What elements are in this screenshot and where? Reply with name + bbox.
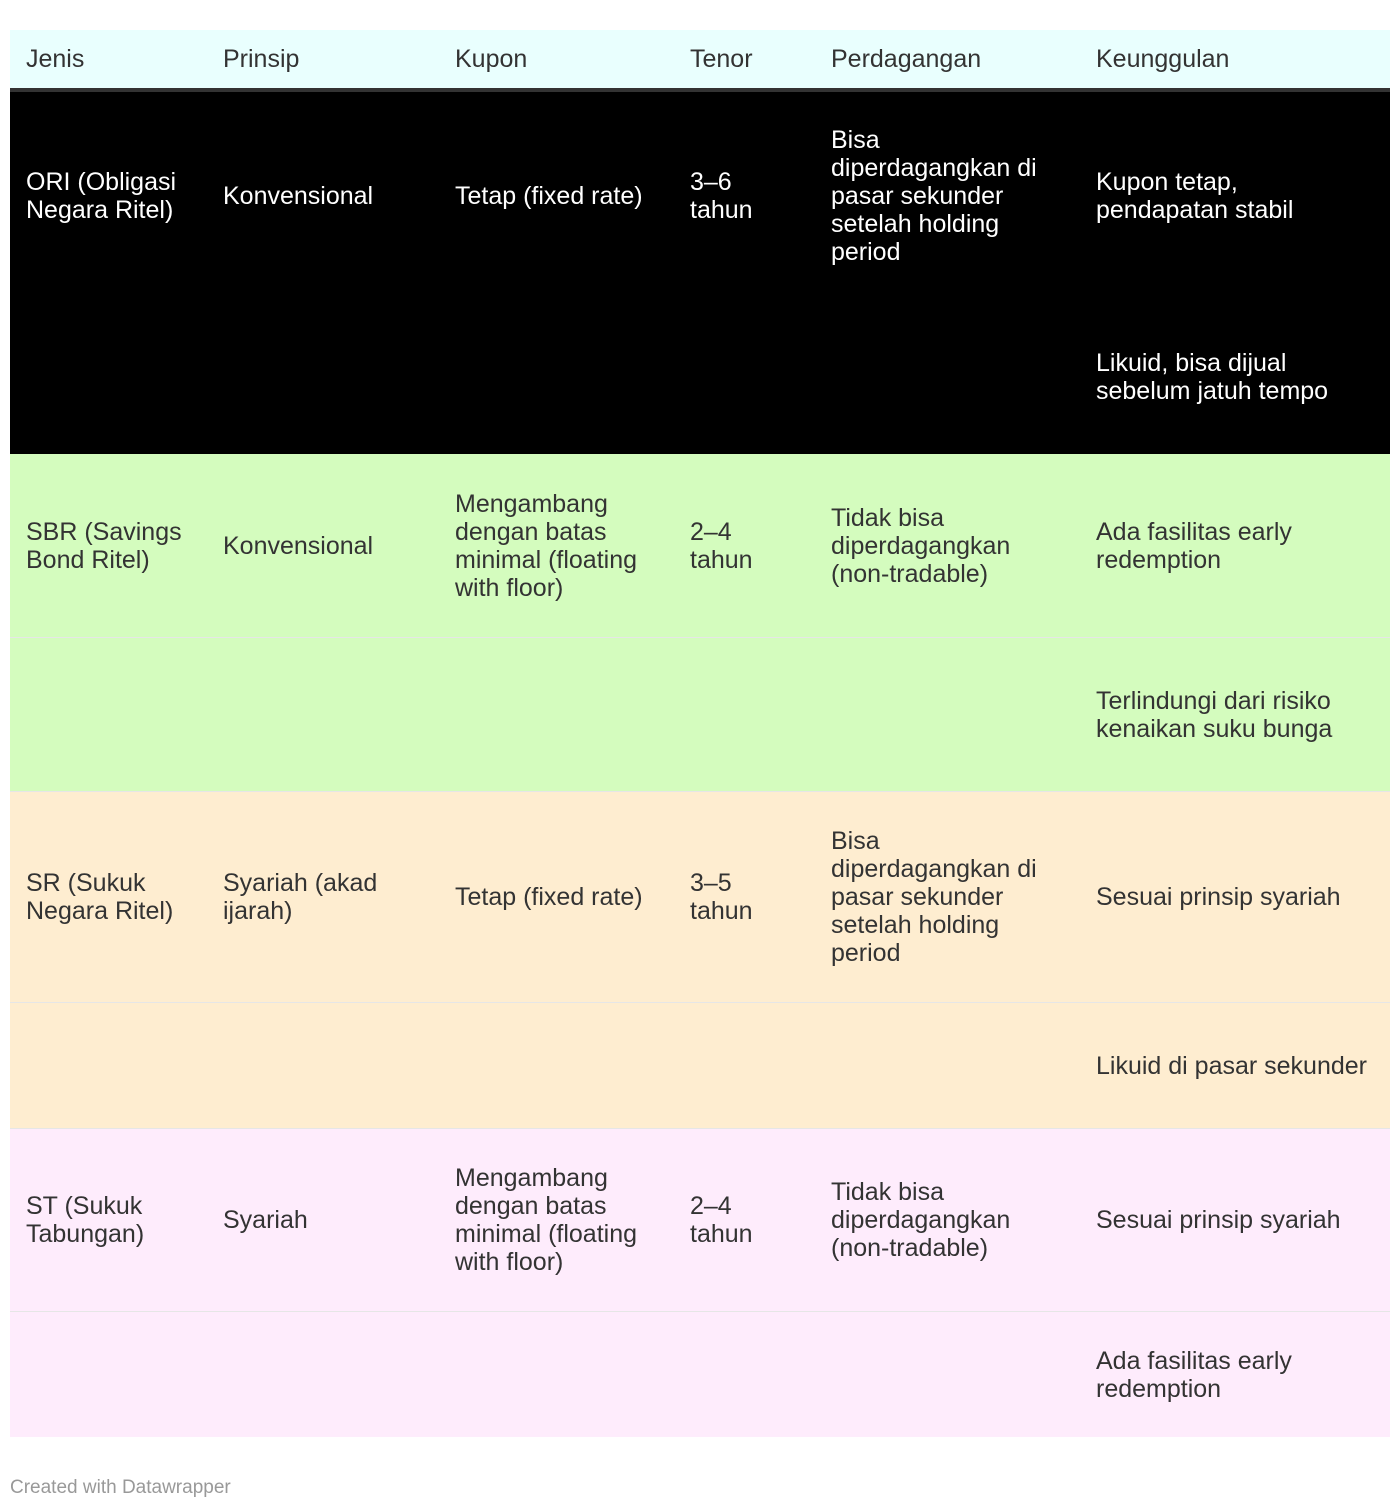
table-row bbox=[10, 90, 1390, 300]
table-row bbox=[10, 792, 1390, 1003]
table-cell-jenis bbox=[10, 1003, 207, 1129]
column-header-tenor: Tenor bbox=[674, 30, 815, 90]
table-cell-kupon: Mengambang dengan batas minimal (floating with floor) bbox=[439, 1129, 674, 1312]
table-cell-kupon bbox=[439, 638, 674, 792]
column-header-prinsip: Prinsip bbox=[207, 30, 439, 90]
table-cell-perdagangan bbox=[815, 638, 1080, 792]
table-cell-perdagangan bbox=[815, 300, 1080, 454]
table-cell-jenis: SR (Sukuk Negara Ritel) bbox=[10, 792, 207, 1003]
table-cell-perdagangan: Tidak bisa diperdagangkan (non-tradable) bbox=[815, 454, 1080, 638]
table-cell-jenis bbox=[10, 300, 207, 454]
table-cell-kupon: Tetap (fixed rate) bbox=[455, 182, 643, 210]
table-cell-jenis bbox=[10, 638, 207, 792]
table-cell-prinsip: Konvensional bbox=[207, 454, 439, 638]
table-cell-jenis: ORI (Obligasi Negara Ritel) bbox=[26, 168, 177, 224]
table-row bbox=[10, 454, 1390, 638]
table-cell-keunggulan: Likuid, bisa dijual sebelum jatuh tempo bbox=[1096, 349, 1329, 405]
table-cell-perdagangan: Bisa diperdagangkan di pasar sekunder setelah holding period bbox=[831, 126, 1037, 266]
table-row bbox=[10, 638, 1390, 792]
table-container bbox=[10, 30, 1367, 1440]
table-cell-keunggulan: Terlindungi dari risiko kenaikan suku bunga bbox=[1080, 638, 1390, 792]
table-cell-jenis bbox=[10, 1312, 207, 1438]
table-cell-tenor bbox=[674, 638, 815, 792]
table-cell-tenor bbox=[674, 1312, 815, 1438]
table-cell-perdagangan bbox=[815, 1312, 1080, 1438]
table-row bbox=[10, 1312, 1390, 1438]
column-header-perdagangan: Perdagangan bbox=[815, 30, 1080, 90]
table-cell-perdagangan bbox=[815, 1003, 1080, 1129]
table-cell-perdagangan: Tidak bisa diperdagangkan (non-tradable) bbox=[815, 1129, 1080, 1312]
table-cell-jenis: ST (Sukuk Tabungan) bbox=[10, 1129, 207, 1312]
table-cell-perdagangan: Bisa diperdagangkan di pasar sekunder setelah holding period bbox=[815, 792, 1080, 1003]
table-cell-tenor: 3–6 tahun bbox=[690, 168, 753, 224]
table-cell-keunggulan: Ada fasilitas early redemption bbox=[1080, 454, 1390, 638]
table-cell-prinsip: Konvensional bbox=[223, 182, 374, 210]
table-cell-kupon bbox=[439, 1003, 674, 1129]
table-cell-kupon bbox=[439, 300, 674, 454]
table-cell-tenor: 3–5 tahun bbox=[674, 792, 815, 1003]
table-cell-kupon bbox=[439, 1312, 674, 1438]
column-header-jenis: Jenis bbox=[10, 30, 207, 90]
column-header-kupon: Kupon bbox=[439, 30, 674, 90]
datawrapper-credit: Created with Datawrapper bbox=[10, 1477, 231, 1498]
table-cell-prinsip: Syariah bbox=[207, 1129, 439, 1312]
table-cell-keunggulan: Ada fasilitas early redemption bbox=[1096, 1346, 1292, 1403]
table-cell-prinsip bbox=[207, 1312, 439, 1438]
table-header-row bbox=[10, 30, 1390, 90]
table-cell-kupon: Mengambang dengan batas minimal (floating with floor) bbox=[439, 454, 674, 638]
bond-comparison-table bbox=[10, 30, 1390, 1437]
column-header-keunggulan: Keunggulan bbox=[1080, 30, 1390, 90]
table-cell-prinsip bbox=[207, 638, 439, 792]
table-cell-kupon: Tetap (fixed rate) bbox=[439, 792, 674, 1003]
table-cell-prinsip bbox=[207, 300, 439, 454]
table-cell-tenor: 2–4 tahun bbox=[674, 1129, 815, 1312]
table-cell-keunggulan: Likuid di pasar sekunder bbox=[1080, 1003, 1390, 1129]
table-cell-keunggulan: Sesuai prinsip syariah bbox=[1080, 792, 1390, 1003]
table-cell-tenor: 2–4 tahun bbox=[674, 454, 815, 638]
table-cell-keunggulan: Sesuai prinsip syariah bbox=[1080, 1129, 1390, 1312]
table-row bbox=[10, 300, 1390, 454]
table-cell-tenor bbox=[674, 300, 815, 454]
table-row bbox=[10, 1003, 1390, 1129]
table-cell-jenis: SBR (Savings Bond Ritel) bbox=[10, 454, 207, 638]
table-row bbox=[10, 1129, 1390, 1312]
table-cell-tenor bbox=[674, 1003, 815, 1129]
table-cell-prinsip bbox=[207, 1003, 439, 1129]
table-cell-keunggulan: Kupon tetap, pendapatan stabil bbox=[1096, 168, 1294, 224]
table-cell-prinsip: Syariah (akad ijarah) bbox=[207, 792, 439, 1003]
